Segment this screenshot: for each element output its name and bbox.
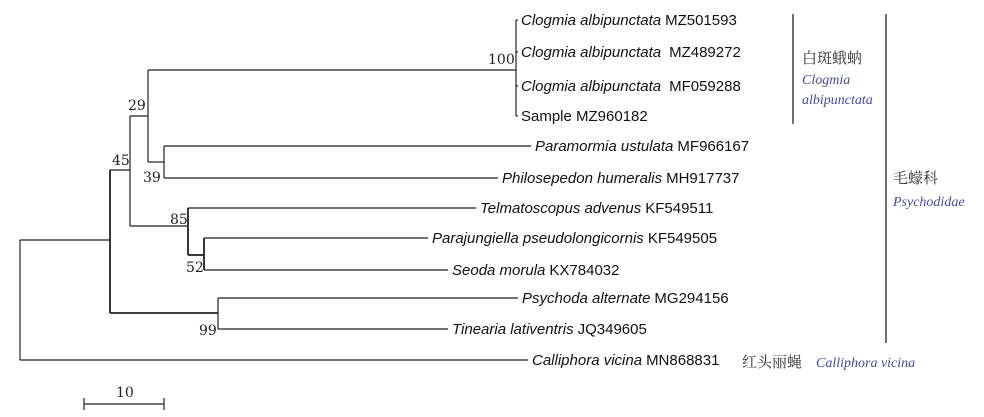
taxon-label: [521, 108, 648, 125]
taxon-label: [521, 12, 737, 29]
bootstrap-100: 100: [488, 52, 515, 68]
family-chinese-label: 毛蠓科: [893, 169, 939, 187]
taxon-label: [502, 170, 740, 187]
taxon-species: Seoda morula: [452, 262, 546, 279]
taxon-label: [535, 138, 749, 155]
taxon-accession: MH917737: [666, 170, 740, 187]
taxon-species: Philosepedon humeralis: [502, 170, 663, 187]
bootstrap-29: 29: [128, 98, 146, 114]
taxon-species: Clogmia albipunctata: [521, 44, 662, 61]
bootstrap-99: 99: [199, 323, 217, 339]
taxon-species: Psychoda alternate: [522, 290, 651, 307]
group-labels: [742, 49, 965, 371]
outgroup-latin-label: Calliphora vicina: [816, 356, 916, 371]
taxon-accession: MG294156: [654, 290, 729, 307]
outgroup-chinese-label: 红头丽蝇: [742, 353, 803, 371]
taxon-label: [522, 290, 729, 307]
taxon-label: [521, 44, 741, 61]
bootstrap-45: 45: [112, 153, 130, 169]
scale-bar-label: 10: [116, 385, 134, 401]
taxon-species: Telmatoscopus advenus: [480, 200, 642, 217]
taxon-species: Clogmia albipunctata: [521, 12, 662, 29]
taxon-accession: MZ489272: [669, 44, 741, 61]
taxon-label: [452, 321, 647, 338]
taxon-accession: MN868831: [646, 352, 720, 369]
taxon-labels: [432, 12, 749, 369]
clogmia-latin-label: Clogmia: [802, 73, 851, 88]
taxon-label: [480, 200, 713, 217]
taxon-accession: KX784032: [549, 262, 620, 279]
taxon-label: [432, 230, 717, 247]
taxon-species: Calliphora vicina: [532, 352, 643, 369]
taxon-species: Clogmia albipunctata: [521, 78, 662, 95]
bootstrap-52: 52: [186, 260, 204, 276]
family-latin-label: Psychodidae: [893, 195, 965, 210]
taxon-label: [452, 262, 619, 279]
scale-bar: [84, 385, 164, 410]
taxon-accession: JQ349605: [577, 321, 647, 338]
taxon-accession: Sample MZ960182: [521, 108, 648, 125]
taxon-accession: KF549511: [645, 200, 714, 217]
taxon-label: [532, 352, 719, 369]
clogmia-chinese-label: 白斑蛾蚋: [802, 49, 863, 67]
taxon-label: [521, 78, 741, 95]
taxon-accession: MZ501593: [665, 12, 737, 29]
taxon-species: Parajungiella pseudolongicornis: [432, 230, 644, 247]
bootstrap-85: 85: [170, 212, 188, 228]
tree-branches: [20, 20, 531, 360]
taxon-species: Tinearia lativentris: [452, 321, 574, 338]
bootstrap-values: [112, 52, 515, 339]
taxon-accession: MF966167: [677, 138, 750, 155]
taxon-species: Paramormia ustulata: [535, 138, 674, 155]
clogmia-latin-label-2: albipunctata: [802, 93, 873, 108]
taxon-accession: KF549505: [647, 230, 718, 247]
taxon-accession: MF059288: [669, 78, 741, 95]
bootstrap-39: 39: [143, 170, 161, 186]
